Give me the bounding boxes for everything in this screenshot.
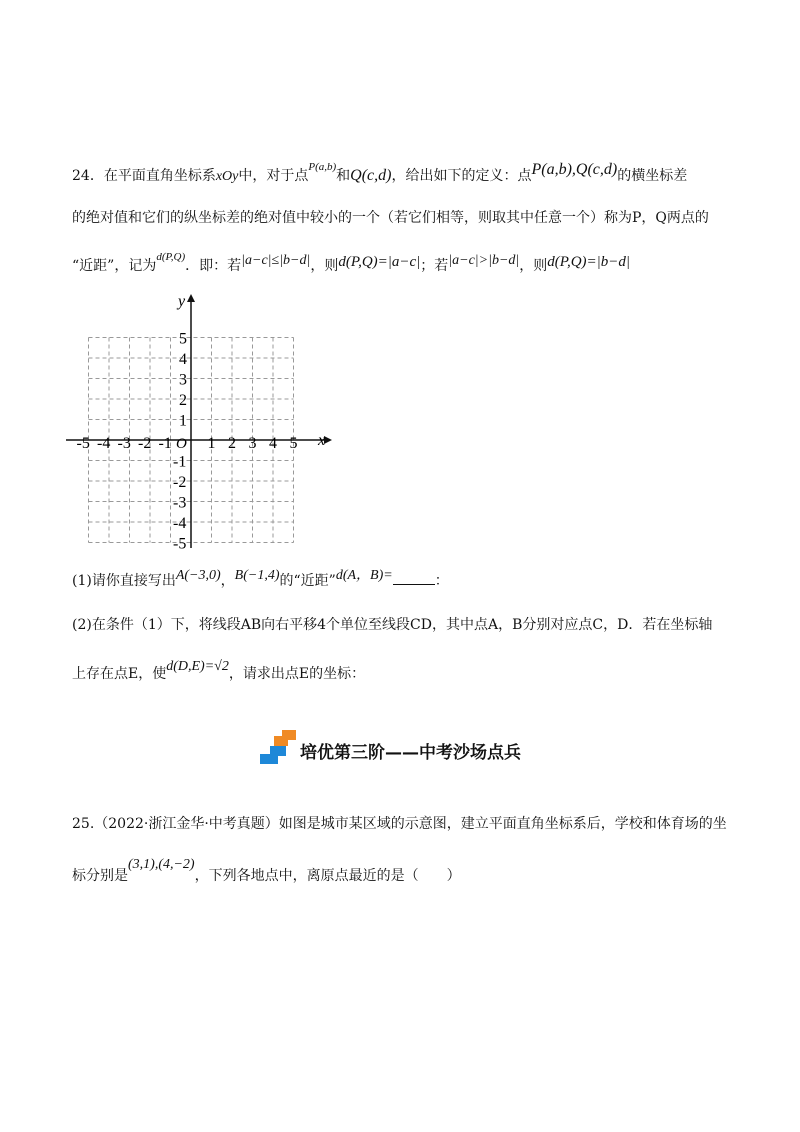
part1-sep: ，	[220, 573, 235, 589]
y-tick-label: -4	[173, 515, 187, 532]
y-tick-label: 3	[179, 371, 187, 389]
q24-l3-prefix: “近距”，记为	[72, 258, 157, 274]
q25-coords: (3,1),(4,−2)	[128, 857, 195, 872]
q24-l3-mid1: ．即：若	[185, 258, 242, 274]
y-tick-label: -1	[173, 453, 187, 471]
distance-de: d(D,E)=√2	[166, 659, 229, 674]
result-2: d(P,Q)=|b−d|	[547, 254, 631, 270]
y-tick-label: 1	[179, 412, 187, 430]
y-tick-label: -2	[173, 474, 187, 491]
q24-suffix: 的横坐标差	[617, 168, 688, 184]
p-def: P(a,b)	[308, 161, 337, 173]
q24-part-2-line-2	[72, 659, 366, 685]
part2-suffix: ，请求出点E的坐标：	[228, 666, 366, 682]
q24-line-3	[72, 251, 631, 277]
y-axis-arrow-icon	[187, 294, 195, 302]
q24-mid1: 中，对于点	[238, 168, 309, 184]
x-tick-labels	[77, 435, 298, 452]
q24-l3-mid3: ；若	[420, 258, 449, 274]
y-tick-label: -5	[173, 535, 187, 553]
answer-blank[interactable]	[393, 570, 435, 585]
q25-prefix: 标分别是	[72, 868, 128, 884]
q24-line-1	[72, 161, 688, 187]
q24-prefix: 24．在平面直角坐标系	[72, 168, 216, 184]
q24-part-2-line-1: (2)在条件（1）下，将线段AB向右平移4个单位至线段CD，其中点A，B分别对应点C，D．若在坐标轴	[72, 617, 713, 633]
stairs-logo-icon	[260, 730, 300, 770]
q24-l3-mid4: ，则	[519, 258, 548, 274]
q25-line-2	[72, 857, 461, 887]
y-axis-label: y	[178, 293, 186, 310]
q25-suffix: ，下列各地点中，离原点最近的是（ ）	[194, 868, 461, 884]
dpq-label: d(P,Q)	[156, 251, 186, 263]
part2-prefix: 上存在点E，使	[72, 666, 167, 682]
pq-def: P(a,b),Q(c,d)	[531, 161, 618, 178]
x-tick-label: -2	[138, 435, 152, 452]
condition-2: |a−c|>|b−d|	[448, 253, 520, 268]
q24-l3-mid2: ，则	[310, 258, 339, 274]
section-banner	[260, 730, 580, 770]
point-b: B(−1,4)	[234, 568, 280, 583]
x-tick-label: 1	[207, 435, 216, 452]
xoy-label: xOy	[215, 169, 239, 184]
y-tick-label: 2	[179, 392, 187, 409]
x-tick-label: 2	[228, 435, 236, 452]
q24-he: 和	[336, 168, 351, 184]
coordinate-grid	[66, 290, 336, 554]
x-axis-arrow-icon	[324, 436, 332, 444]
axes	[66, 294, 332, 548]
distance-ab: d(A，B)=	[335, 568, 393, 583]
condition-1: |a−c|≤|b−d|	[241, 253, 311, 268]
y-tick-label: 4	[179, 351, 187, 368]
x-axis-label: x	[318, 432, 326, 449]
q24-line-2: 的绝对值和它们的纵坐标差的绝对值中较小的一个（若它们相等，则取其中任意一个）称为P，Q两点的	[72, 210, 709, 226]
y-tick-label: 5	[179, 330, 187, 348]
x-tick-label: -3	[117, 435, 131, 452]
x-tick-label: 3	[248, 435, 257, 452]
q24-part-1	[72, 570, 449, 592]
x-tick-label: 4	[269, 435, 277, 452]
q25-line-1: 25.（2022·浙江金华·中考真题）如图是城市某区域的示意图，建立平面直角坐标系后，学校和体育场的坐	[72, 816, 727, 832]
part1-mid: 的“近距”	[279, 573, 336, 589]
result-1: d(P,Q)=|a−c|	[338, 254, 421, 270]
x-tick-label: -5	[76, 435, 90, 452]
x-tick-label: -4	[97, 435, 111, 452]
x-tick-label: 5	[289, 435, 298, 452]
q-def: Q(c,d)	[350, 167, 392, 184]
point-a: A(−3,0)	[175, 568, 221, 583]
part1-prefix: (1)请你直接写出	[72, 573, 176, 589]
banner-title: 培优第三阶——中考沙场点兵	[300, 743, 521, 763]
x-tick-label: -1	[158, 435, 172, 452]
origin-label: O	[176, 436, 187, 452]
y-tick-label: -3	[173, 494, 187, 512]
q24-mid2: ，给出如下的定义：点	[391, 168, 532, 184]
part1-suffix: ：	[434, 573, 449, 589]
